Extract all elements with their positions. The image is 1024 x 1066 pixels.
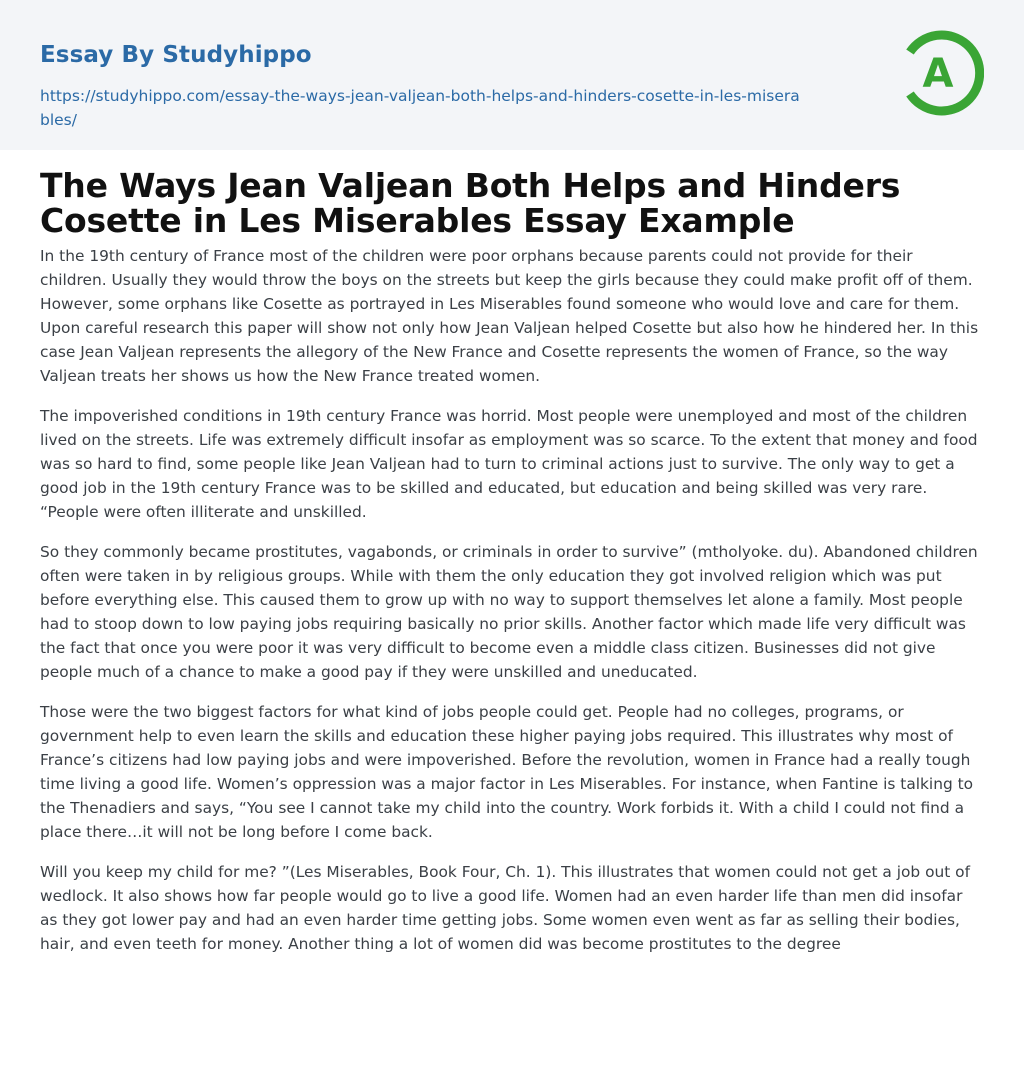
article: [0, 150, 1024, 956]
article-paragraph-3: So they commonly became prostitutes, vagabonds, or criminals in order to survive” (mtholyoke. du). Abandoned children often were taken in by religious groups. While with them the only education they got involved religion which was put before everything else. This caused them to grow up with no way to support themselves let alone a family. Most people had to stoop down to low paying jobs requiring basically no prior skills. Another factor which made life very difficult was the fact that once you were poor it was very difficult to become even a middle class citizen. Businesses did not give people much of a chance to make a good pay if they were unskilled and uneducated.: [40, 543, 978, 681]
studyhippo-logo-icon[interactable]: [898, 30, 984, 116]
logo-letter: A: [922, 51, 954, 97]
brand-title[interactable]: Essay By Studyhippo: [40, 42, 312, 68]
article-paragraph-5: Will you keep my child for me? ”(Les Miserables, Book Four, Ch. 1). This illustrates that women could not get a job out of wedlock. It also shows how far people would go to live a good life. Women had an even harder life than men did insofar as they got lower pay and had an even harder time getting jobs. Some women even went as far as selling their bodies, hair, and even teeth for money. Another thing a lot of women did was become prostitutes to the degree: [40, 863, 971, 953]
site-header: [0, 0, 1024, 150]
article-paragraph-2: The impoverished conditions in 19th century France was horrid. Most people were unemployed and most of the children lived on the streets. Life was extremely difficult insofar as employment was so scarce. To the extent that money and food was so hard to find, some people like Jean Valjean had to turn to criminal actions just to survive. The only way to get a good job in the 19th century France was to be skilled and educated, but education and being skilled was very rare. “People were often illiterate and unskilled.: [40, 407, 978, 521]
source-url-link[interactable]: https://studyhippo.com/essay-the-ways-jean-valjean-both-helps-and-hinders-cosette-in-les-miserables/: [40, 87, 800, 129]
article-paragraph-4: Those were the two biggest factors for what kind of jobs people could get. People had no colleges, programs, or government help to even learn the skills and education these higher paying jobs required. This illustrates why most of France’s citizens had low paying jobs and were impoverished. Before the revolution, women in France had a really tough time living a good life. Women’s oppression was a major factor in Les Miserables. For instance, when Fantine is talking to the Thenadiers and says, “You see I cannot take my child into the country. Work forbids it. With a child I could not find a place there…it will not be long before I come back.: [40, 703, 974, 841]
article-title: The Ways Jean Valjean Both Helps and Hinders Cosette in Les Miserables Essay Example: [40, 166, 901, 240]
article-paragraph-1: In the 19th century of France most of the children were poor orphans because parents could not provide for their children. Usually they would throw the boys on the streets but keep the girls because they could make profit off of them. However, some orphans like Cosette as portrayed in Les Miserables found someone who would love and care for them. Upon careful research this paper will show not only how Jean Valjean helped Cosette but also how he hindered her. In this case Jean Valjean represents the allegory of the New France and Cosette represents the women of France, so the way Valjean treats her shows us how the New France treated women.: [40, 247, 979, 385]
